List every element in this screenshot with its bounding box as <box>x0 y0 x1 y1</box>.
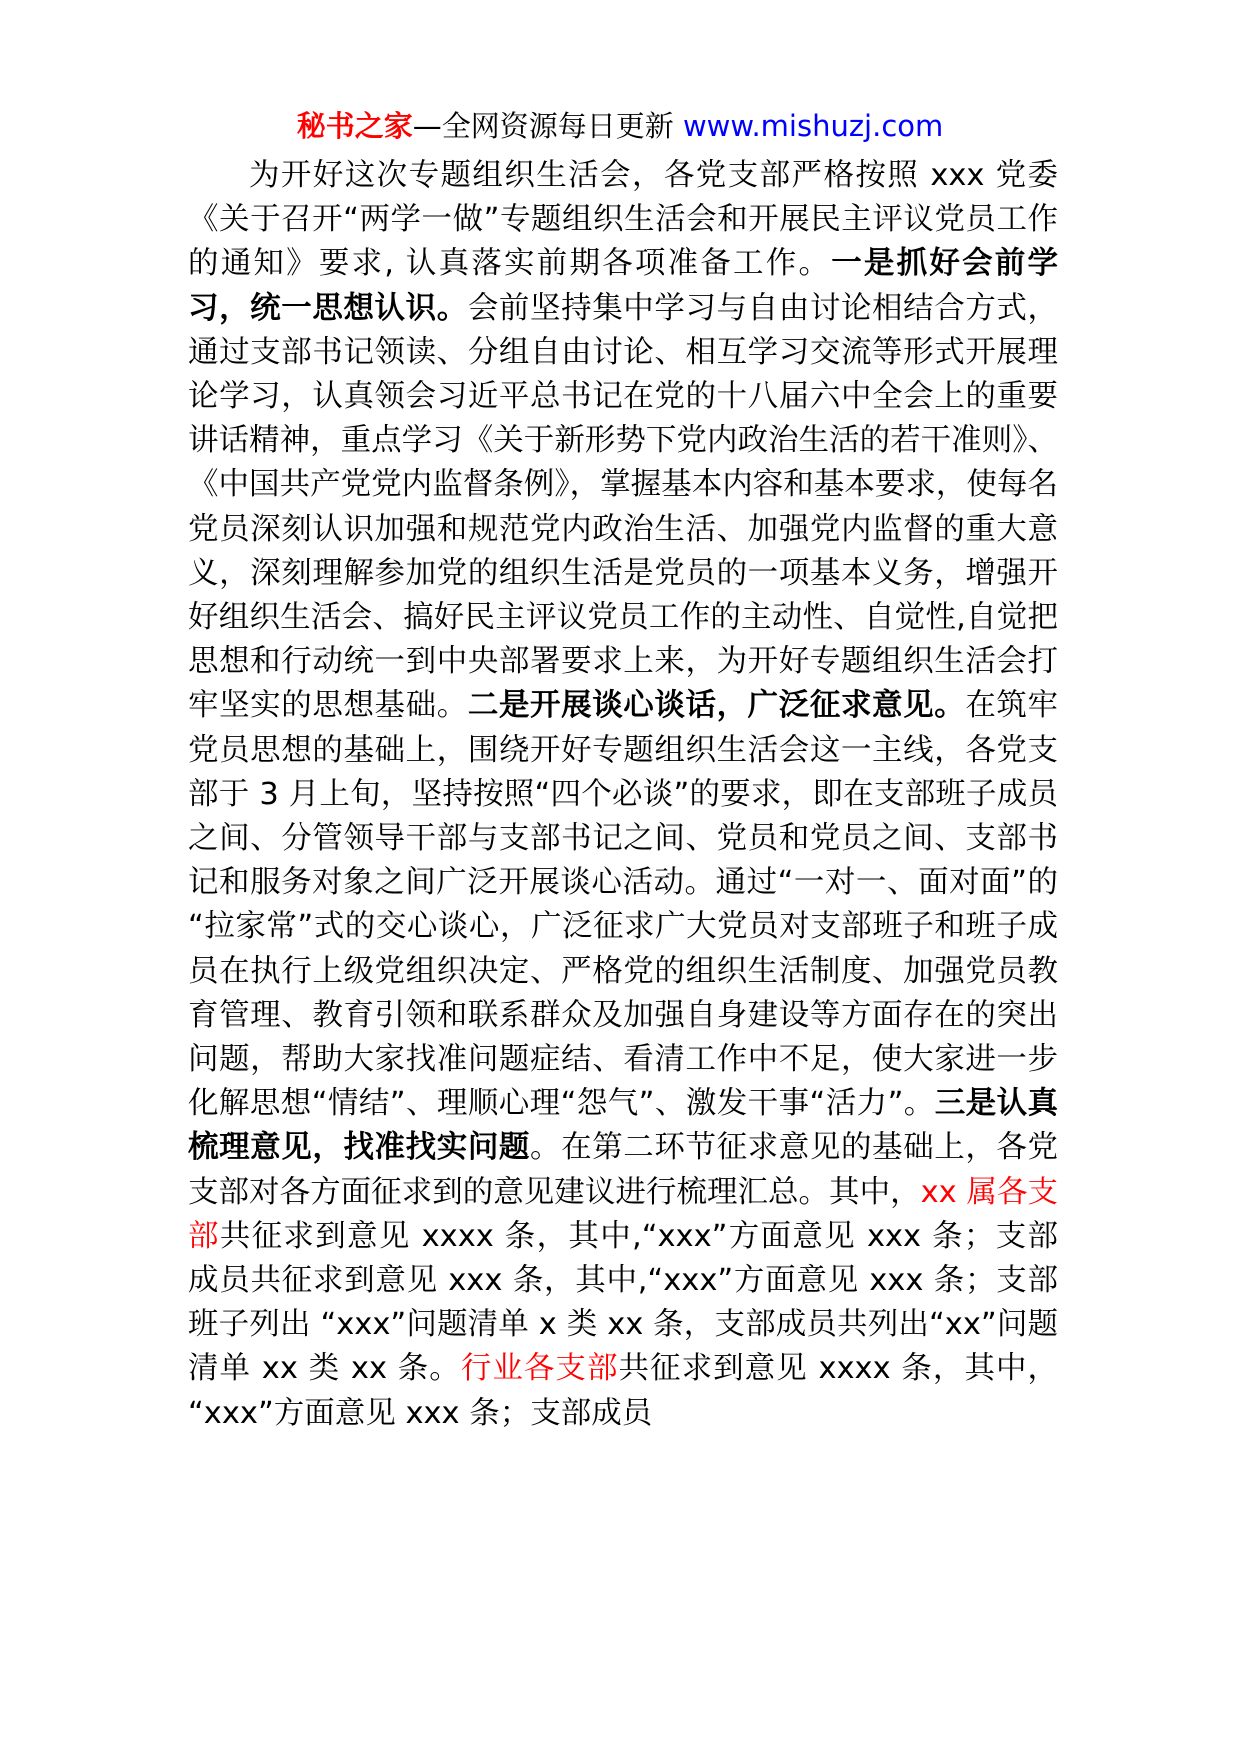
watermark-header <box>0 104 1240 148</box>
highlight-industry-branches: 行业各支部 <box>460 1351 619 1387</box>
paragraph-xx-branches: 共征求到意见 xxxx 条，其中,“xxx”方面意见 xxx 条；支部成员共征求到意见 xxx 条，其中,“xxx”方面意见 xxx 条；支部班子列出 “xxx”问题清单 x 类 xx 条，支部成员共列出“xx”问题清单 xx 类 xx 条。 <box>188 1218 1059 1387</box>
highlight-xx-branches: xx 属各支部 <box>188 1174 1058 1254</box>
paragraph-intro: 为开好这次专题组织生活会，各党支部严格按照 xxx 党委《关于召开“两学一做”专题组织生活会和开展民主评议党员工作的通知》要求, 认真落实前期各项准备工作。 <box>188 158 1058 282</box>
paragraph-third-point: 。在第二环节征求意见的基础上，各党支部对各方面征求到的意见建议进行梳理汇总。其中， <box>188 1130 1059 1210</box>
body-paragraph <box>188 154 1058 1436</box>
slogan-text: —全网资源每日更新 <box>412 109 683 143</box>
paragraph-second-point: 在筑牢党员思想的基础上，围绕开好专题组织生活会这一主线，各党支部于 3 月上旬，坚持按照“四个必谈”的要求，即在支部班子成员之间、分管领导干部与支部书记之间、党员和党员之间、支部书记和服务对象之间广泛开展谈心活动。通过“一对一、面对面”的 “拉家常”式的交心谈心，广泛征求广大党员对支部班子和班子成员在执行上级党组织决定、严格党的组织生活制度、加强党员教育管理、教育引领和联系群众及加强自身建设等方面存在的突出问题，帮助大家找准问题症结、看清工作中不足，使大家进一步化解思想“情结”、理顺心理“怨气”、激发干事“活力”。 <box>188 688 1059 1122</box>
heading-first-point: 一是抓好会前学习，统一思想认识。 <box>188 246 1059 326</box>
heading-second-point: 二是开展谈心谈话，广泛征求意见。 <box>467 688 966 724</box>
paragraph-industry-branches: 共征求到意见 xxxx 条，其中， “xxx”方面意见 xxx 条；支部成员 <box>188 1351 1059 1431</box>
website-link[interactable]: www.mishuzj.com <box>682 109 944 143</box>
heading-third-point: 三是认真梳理意见，找准找实问题 <box>188 1086 1059 1166</box>
paragraph-first-point: 会前坚持集中学习与自由讨论相结合方式，通过支部书记领读、分组自由讨论、相互学习交流等形式开展理论学习，认真领会习近平总书记在党的十八届六中全会上的重要讲话精神，重点学习《关于新形势下党内政治生活的若干准则》、《中国共产党党内监督条例》，掌握基本内容和基本要求，使每名党员深刻认识加强和规范党内政治生活、加强党内监督的重大意义，深刻理解参加党的组织生活是党员的一项基本义务，增强开好组织生活会、搞好民主评议党员工作的主动性、自觉性,自觉把思想和行动统一到中央部署要求上来，为开好专题组织生活会打牢坚实的思想基础。 <box>188 290 1059 724</box>
brand-name: 秘书之家 <box>296 109 413 143</box>
